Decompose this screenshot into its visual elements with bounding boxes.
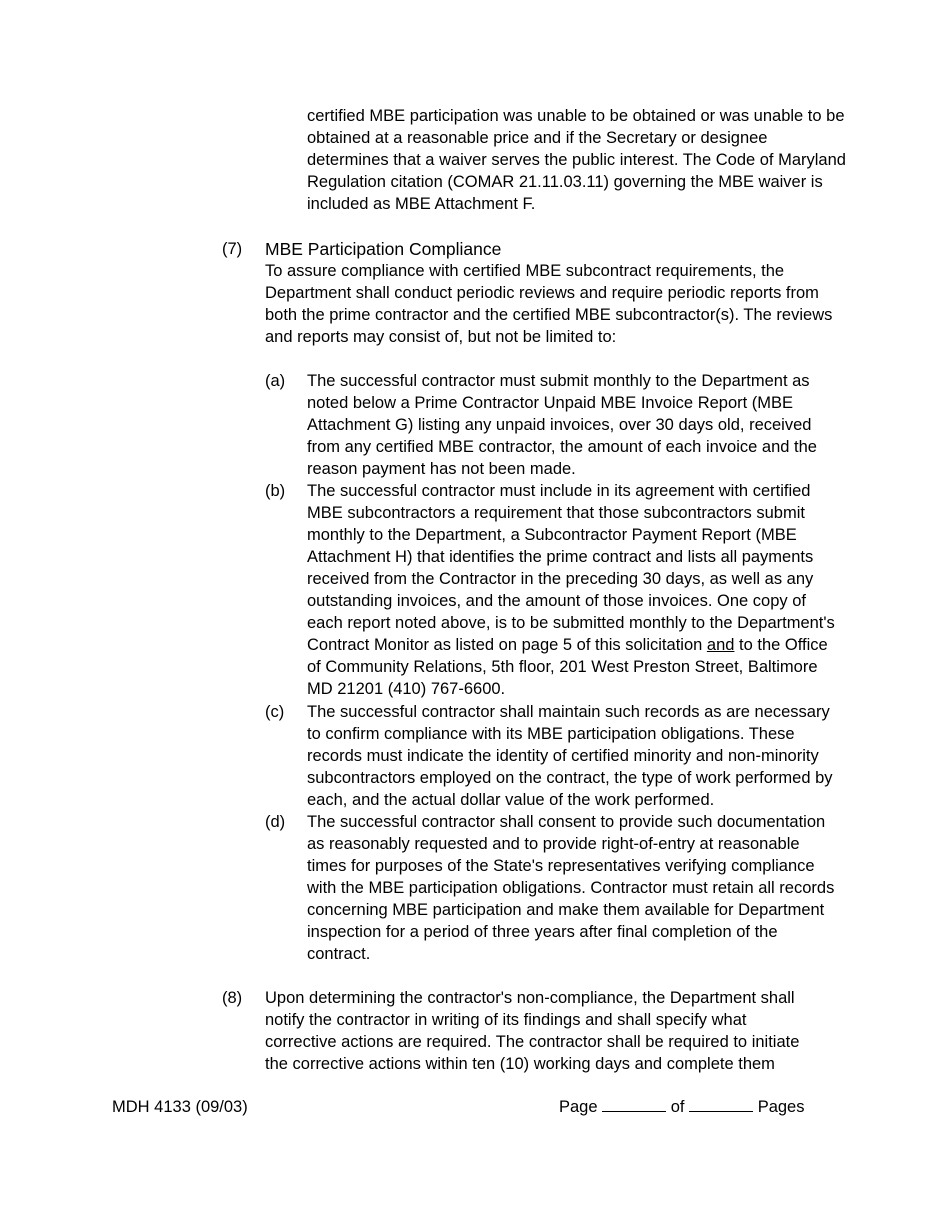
item-b-text [307, 480, 842, 700]
item-d-label: (d) [265, 813, 286, 831]
item-a-text: The successful contractor must submit monthly to the Department as noted below a Prime Contractor Unpaid MBE Invoice Report (MBE Attachment G) listing any unpaid invoices, over 30 days old, received from any certified MBE contractor, the amount of each invoice and the reason payment has not been made. [307, 372, 817, 478]
item-b-text-part2: to the Office of Community Relations, 5th floor, 201 West Preston Street, Baltimore MD 21201 (410) 767-6600. [307, 636, 828, 698]
item-b-underlined-word: and [706, 636, 735, 654]
section-7-number: (7) [222, 240, 243, 258]
item-b-text-part1: The successful contractor must include in its agreement with certified MBE subcontractors a requirement that those subcontractors submit monthly to the Department, a Subcontractor Payment Report (MBE Attachment H) that identifies the prime contract and lists all payments received from the Contractor in the preceding 30 days, as well as any outstanding invoices, and the amount of those invoices. One copy of each report noted above, is to be submitted monthly to the Department's Contract Monitor as listed on page 5 of this solicitation [307, 482, 835, 654]
item-c-label: (c) [265, 703, 285, 721]
footer-form-id: MDH 4133 (09/03) [112, 1098, 248, 1116]
footer-of-label: of [670, 1098, 685, 1116]
footer-page-count [559, 1096, 804, 1118]
total-pages-blank [689, 1097, 753, 1112]
section-8-body: Upon determining the contractor's non-compliance, the Department shall notify the contractor in writing of its findings and shall specify what corrective actions are required. The contractor shall be required to initiate the corrective actions within ten (10) working days and complete them [265, 989, 800, 1073]
item-c-text: The successful contractor shall maintain such records as are necessary to confirm compliance with its MBE participation obligations. These records must indicate the identity of certified minority and non-minority subcontractors employed on the contract, the type of work performed by each, and the actual dollar value of the work performed. [307, 703, 833, 809]
section-7-body: To assure compliance with certified MBE subcontract requirements, the Department shall conduct periodic reviews and require periodic reports from both the prime contractor and the certified MBE subcontractor(s). The reviews and reports may consist of, but not be limited to: [265, 262, 833, 346]
item-d-text: The successful contractor shall consent to provide such documentation as reasonably requested and to provide right-of-entry at reasonable times for purposes of the State's representatives verifying compliance with the MBE participation obligations. Contractor must retain all records concerning MBE participation and make them available for Department inspection for a period of three years after final completion of the contract. [307, 813, 835, 963]
section-7-heading: MBE Participation Compliance [265, 239, 502, 259]
section-8-number: (8) [222, 989, 243, 1007]
footer-page-label: Page [559, 1098, 598, 1116]
page-number-blank [602, 1097, 666, 1112]
item-b-label: (b) [265, 482, 286, 500]
intro-paragraph: certified MBE participation was unable to be obtained or was unable to be obtained at a reasonable price and if the Secretary or designee determines that a waiver serves the public interest. The Code of Maryland Regulation citation (COMAR 21.11.03.11) governing the MBE waiver is included as MBE Attachment F. [307, 107, 846, 213]
footer-pages-label: Pages [757, 1098, 805, 1116]
item-a-label: (a) [265, 372, 286, 390]
